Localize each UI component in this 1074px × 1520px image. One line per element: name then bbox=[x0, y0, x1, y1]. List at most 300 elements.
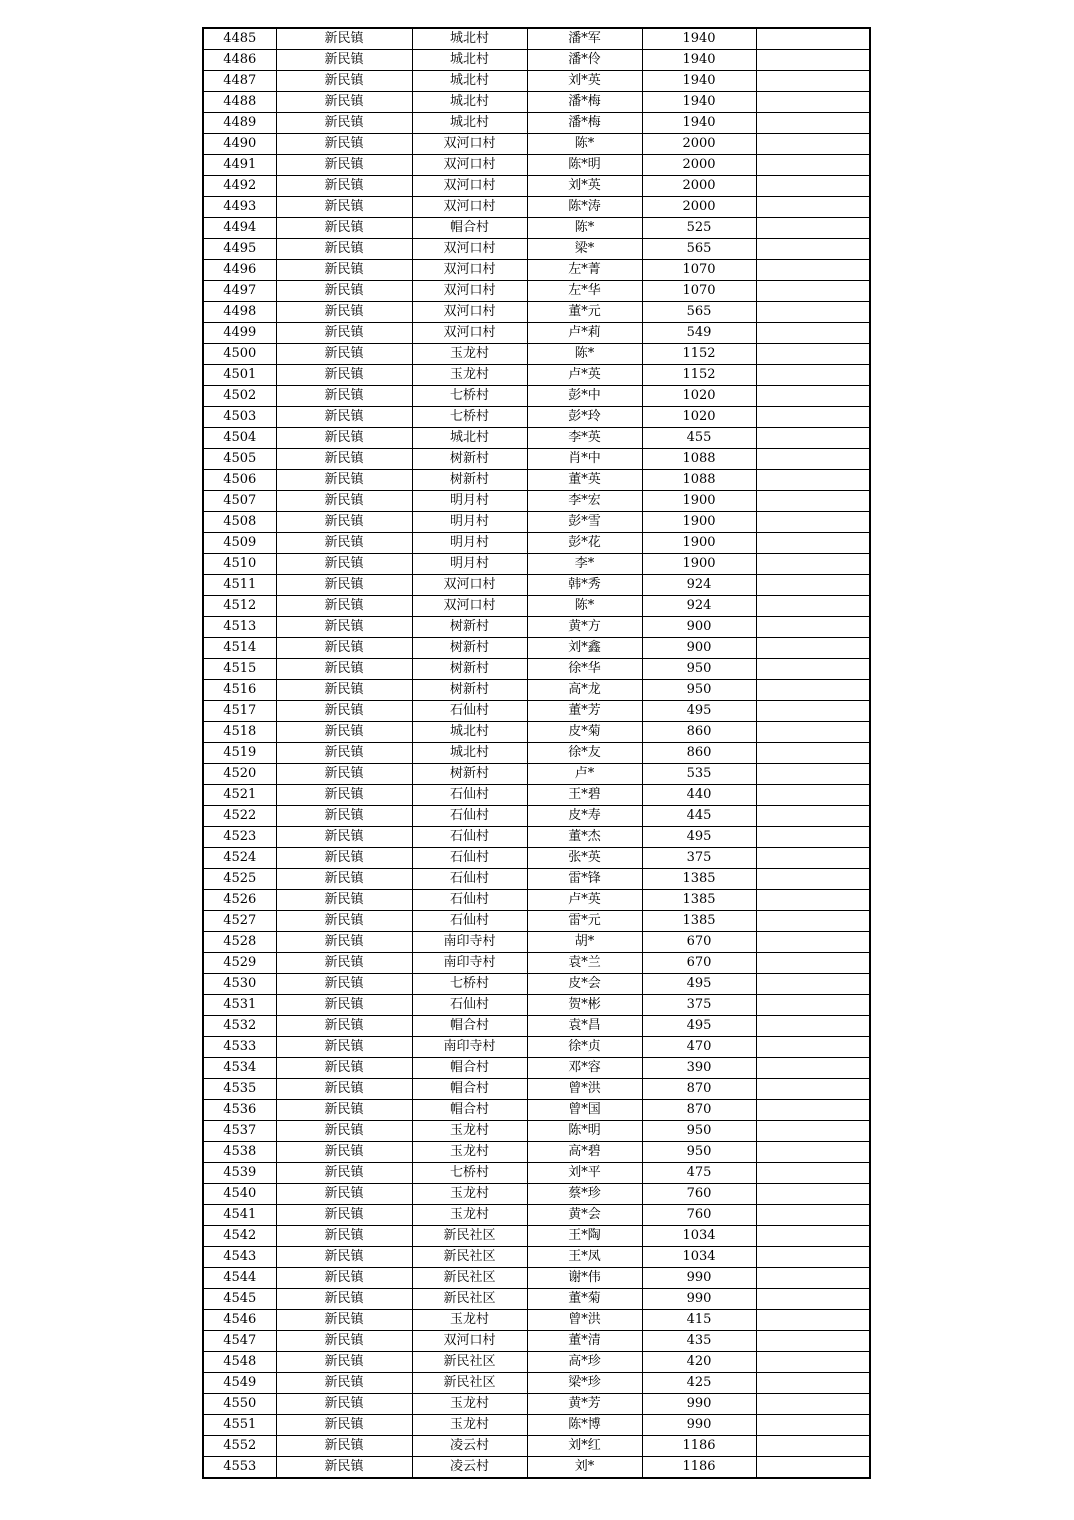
cell-town: 新民镇 bbox=[276, 1037, 412, 1058]
cell-name: 韩*秀 bbox=[527, 575, 642, 596]
table-row bbox=[203, 134, 870, 155]
cell-remark bbox=[756, 554, 870, 575]
cell-amount: 990 bbox=[642, 1415, 756, 1436]
cell-amount: 495 bbox=[642, 974, 756, 995]
cell-amount: 2000 bbox=[642, 155, 756, 176]
cell-seq: 4552 bbox=[203, 1436, 276, 1457]
cell-seq: 4504 bbox=[203, 428, 276, 449]
cell-village: 石仙村 bbox=[412, 911, 527, 932]
cell-amount: 670 bbox=[642, 953, 756, 974]
cell-name: 董*英 bbox=[527, 470, 642, 491]
cell-village: 石仙村 bbox=[412, 890, 527, 911]
cell-seq: 4541 bbox=[203, 1205, 276, 1226]
cell-town: 新民镇 bbox=[276, 1247, 412, 1268]
cell-amount: 1088 bbox=[642, 449, 756, 470]
table-row bbox=[203, 281, 870, 302]
cell-amount: 1900 bbox=[642, 533, 756, 554]
cell-name: 刘*英 bbox=[527, 71, 642, 92]
cell-amount: 565 bbox=[642, 239, 756, 260]
cell-name: 陈* bbox=[527, 344, 642, 365]
cell-seq: 4507 bbox=[203, 491, 276, 512]
cell-name: 彭*雪 bbox=[527, 512, 642, 533]
cell-remark bbox=[756, 617, 870, 638]
cell-seq: 4509 bbox=[203, 533, 276, 554]
cell-village: 帽合村 bbox=[412, 1079, 527, 1100]
cell-remark bbox=[756, 1184, 870, 1205]
table-row bbox=[203, 92, 870, 113]
cell-name: 李* bbox=[527, 554, 642, 575]
cell-name: 曾*国 bbox=[527, 1100, 642, 1121]
cell-amount: 1940 bbox=[642, 50, 756, 71]
cell-amount: 1186 bbox=[642, 1436, 756, 1457]
cell-seq: 4536 bbox=[203, 1100, 276, 1121]
cell-amount: 1385 bbox=[642, 869, 756, 890]
table-row bbox=[203, 701, 870, 722]
cell-remark bbox=[756, 239, 870, 260]
cell-name: 邓*容 bbox=[527, 1058, 642, 1079]
table-row bbox=[203, 302, 870, 323]
cell-name: 谢*伟 bbox=[527, 1268, 642, 1289]
cell-amount: 860 bbox=[642, 743, 756, 764]
cell-town: 新民镇 bbox=[276, 386, 412, 407]
cell-amount: 2000 bbox=[642, 197, 756, 218]
cell-seq: 4499 bbox=[203, 323, 276, 344]
cell-remark bbox=[756, 1142, 870, 1163]
cell-village: 树新村 bbox=[412, 470, 527, 491]
cell-amount: 950 bbox=[642, 1142, 756, 1163]
cell-seq: 4526 bbox=[203, 890, 276, 911]
cell-remark bbox=[756, 50, 870, 71]
cell-town: 新民镇 bbox=[276, 1163, 412, 1184]
cell-remark bbox=[756, 1079, 870, 1100]
table-row bbox=[203, 1142, 870, 1163]
table-row bbox=[203, 323, 870, 344]
cell-name: 刘*红 bbox=[527, 1436, 642, 1457]
table-row bbox=[203, 659, 870, 680]
cell-town: 新民镇 bbox=[276, 869, 412, 890]
cell-seq: 4494 bbox=[203, 218, 276, 239]
cell-seq: 4519 bbox=[203, 743, 276, 764]
cell-name: 雷*锋 bbox=[527, 869, 642, 890]
cell-seq: 4532 bbox=[203, 1016, 276, 1037]
cell-remark bbox=[756, 71, 870, 92]
cell-town: 新民镇 bbox=[276, 1184, 412, 1205]
cell-village: 七桥村 bbox=[412, 974, 527, 995]
cell-name: 彭*中 bbox=[527, 386, 642, 407]
cell-amount: 870 bbox=[642, 1079, 756, 1100]
table-row bbox=[203, 785, 870, 806]
cell-remark bbox=[756, 491, 870, 512]
cell-seq: 4522 bbox=[203, 806, 276, 827]
cell-remark bbox=[756, 1247, 870, 1268]
cell-seq: 4487 bbox=[203, 71, 276, 92]
table-row bbox=[203, 764, 870, 785]
cell-amount: 420 bbox=[642, 1352, 756, 1373]
cell-seq: 4511 bbox=[203, 575, 276, 596]
cell-amount: 860 bbox=[642, 722, 756, 743]
data-table bbox=[202, 27, 871, 1479]
cell-town: 新民镇 bbox=[276, 1394, 412, 1415]
cell-seq: 4538 bbox=[203, 1142, 276, 1163]
cell-village: 明月村 bbox=[412, 512, 527, 533]
cell-town: 新民镇 bbox=[276, 155, 412, 176]
cell-name: 左*华 bbox=[527, 281, 642, 302]
cell-seq: 4506 bbox=[203, 470, 276, 491]
cell-town: 新民镇 bbox=[276, 1100, 412, 1121]
cell-seq: 4533 bbox=[203, 1037, 276, 1058]
cell-name: 黄*方 bbox=[527, 617, 642, 638]
cell-name: 李*宏 bbox=[527, 491, 642, 512]
cell-seq: 4490 bbox=[203, 134, 276, 155]
cell-town: 新民镇 bbox=[276, 1310, 412, 1331]
cell-remark bbox=[756, 323, 870, 344]
cell-amount: 1940 bbox=[642, 92, 756, 113]
cell-remark bbox=[756, 28, 870, 50]
cell-village: 城北村 bbox=[412, 743, 527, 764]
table-row bbox=[203, 1331, 870, 1352]
cell-seq: 4534 bbox=[203, 1058, 276, 1079]
cell-town: 新民镇 bbox=[276, 344, 412, 365]
cell-name: 皮*寿 bbox=[527, 806, 642, 827]
cell-village: 双河口村 bbox=[412, 239, 527, 260]
cell-seq: 4508 bbox=[203, 512, 276, 533]
cell-seq: 4500 bbox=[203, 344, 276, 365]
table-row bbox=[203, 428, 870, 449]
table-row bbox=[203, 1100, 870, 1121]
cell-town: 新民镇 bbox=[276, 512, 412, 533]
cell-seq: 4489 bbox=[203, 113, 276, 134]
cell-amount: 549 bbox=[642, 323, 756, 344]
cell-amount: 1020 bbox=[642, 386, 756, 407]
cell-seq: 4503 bbox=[203, 407, 276, 428]
cell-name: 潘*梅 bbox=[527, 113, 642, 134]
cell-village: 凌云村 bbox=[412, 1436, 527, 1457]
table-row bbox=[203, 365, 870, 386]
cell-seq: 4549 bbox=[203, 1373, 276, 1394]
cell-village: 玉龙村 bbox=[412, 344, 527, 365]
cell-town: 新民镇 bbox=[276, 407, 412, 428]
cell-seq: 4528 bbox=[203, 932, 276, 953]
cell-town: 新民镇 bbox=[276, 1331, 412, 1352]
cell-town: 新民镇 bbox=[276, 596, 412, 617]
cell-village: 凌云村 bbox=[412, 1457, 527, 1479]
cell-amount: 525 bbox=[642, 218, 756, 239]
cell-remark bbox=[756, 827, 870, 848]
cell-seq: 4488 bbox=[203, 92, 276, 113]
table-row bbox=[203, 1415, 870, 1436]
cell-name: 高*龙 bbox=[527, 680, 642, 701]
cell-name: 曾*洪 bbox=[527, 1310, 642, 1331]
cell-village: 南印寺村 bbox=[412, 932, 527, 953]
cell-town: 新民镇 bbox=[276, 995, 412, 1016]
cell-name: 陈*明 bbox=[527, 155, 642, 176]
cell-town: 新民镇 bbox=[276, 806, 412, 827]
table-row bbox=[203, 1037, 870, 1058]
table-row bbox=[203, 722, 870, 743]
cell-village: 七桥村 bbox=[412, 386, 527, 407]
cell-remark bbox=[756, 1058, 870, 1079]
cell-remark bbox=[756, 113, 870, 134]
cell-amount: 760 bbox=[642, 1184, 756, 1205]
cell-town: 新民镇 bbox=[276, 50, 412, 71]
cell-town: 新民镇 bbox=[276, 92, 412, 113]
cell-remark bbox=[756, 470, 870, 491]
cell-name: 卢* bbox=[527, 764, 642, 785]
cell-town: 新民镇 bbox=[276, 848, 412, 869]
cell-village: 新民社区 bbox=[412, 1247, 527, 1268]
cell-name: 袁*昌 bbox=[527, 1016, 642, 1037]
cell-name: 贺*彬 bbox=[527, 995, 642, 1016]
cell-remark bbox=[756, 512, 870, 533]
cell-remark bbox=[756, 218, 870, 239]
cell-remark bbox=[756, 260, 870, 281]
cell-remark bbox=[756, 92, 870, 113]
cell-remark bbox=[756, 953, 870, 974]
cell-remark bbox=[756, 134, 870, 155]
cell-village: 双河口村 bbox=[412, 134, 527, 155]
cell-remark bbox=[756, 1205, 870, 1226]
cell-amount: 1152 bbox=[642, 344, 756, 365]
cell-remark bbox=[756, 1331, 870, 1352]
cell-seq: 4492 bbox=[203, 176, 276, 197]
cell-town: 新民镇 bbox=[276, 1016, 412, 1037]
table-row bbox=[203, 218, 870, 239]
table-row bbox=[203, 470, 870, 491]
cell-amount: 375 bbox=[642, 848, 756, 869]
cell-amount: 1940 bbox=[642, 28, 756, 50]
cell-seq: 4498 bbox=[203, 302, 276, 323]
table-row bbox=[203, 260, 870, 281]
cell-seq: 4544 bbox=[203, 1268, 276, 1289]
table-row bbox=[203, 932, 870, 953]
cell-amount: 1070 bbox=[642, 260, 756, 281]
cell-village: 树新村 bbox=[412, 449, 527, 470]
cell-remark bbox=[756, 1289, 870, 1310]
cell-town: 新民镇 bbox=[276, 575, 412, 596]
cell-remark bbox=[756, 890, 870, 911]
cell-seq: 4496 bbox=[203, 260, 276, 281]
cell-village: 城北村 bbox=[412, 113, 527, 134]
cell-remark bbox=[756, 365, 870, 386]
cell-seq: 4550 bbox=[203, 1394, 276, 1415]
cell-town: 新民镇 bbox=[276, 323, 412, 344]
cell-village: 玉龙村 bbox=[412, 1205, 527, 1226]
cell-town: 新民镇 bbox=[276, 491, 412, 512]
cell-village: 树新村 bbox=[412, 638, 527, 659]
table-row bbox=[203, 638, 870, 659]
cell-village: 七桥村 bbox=[412, 407, 527, 428]
cell-name: 陈* bbox=[527, 596, 642, 617]
cell-remark bbox=[756, 344, 870, 365]
table-row bbox=[203, 533, 870, 554]
cell-village: 城北村 bbox=[412, 71, 527, 92]
cell-seq: 4485 bbox=[203, 28, 276, 50]
table-row bbox=[203, 890, 870, 911]
table-row bbox=[203, 176, 870, 197]
table-row bbox=[203, 575, 870, 596]
cell-seq: 4518 bbox=[203, 722, 276, 743]
cell-town: 新民镇 bbox=[276, 1205, 412, 1226]
cell-remark bbox=[756, 911, 870, 932]
cell-amount: 2000 bbox=[642, 134, 756, 155]
cell-amount: 495 bbox=[642, 1016, 756, 1037]
cell-amount: 390 bbox=[642, 1058, 756, 1079]
cell-town: 新民镇 bbox=[276, 113, 412, 134]
table-row bbox=[203, 743, 870, 764]
cell-village: 明月村 bbox=[412, 533, 527, 554]
cell-remark bbox=[756, 428, 870, 449]
table-row bbox=[203, 554, 870, 575]
cell-amount: 870 bbox=[642, 1100, 756, 1121]
cell-seq: 4542 bbox=[203, 1226, 276, 1247]
cell-village: 玉龙村 bbox=[412, 1415, 527, 1436]
cell-amount: 950 bbox=[642, 1121, 756, 1142]
cell-remark bbox=[756, 701, 870, 722]
table-row bbox=[203, 155, 870, 176]
cell-amount: 495 bbox=[642, 701, 756, 722]
cell-remark bbox=[756, 785, 870, 806]
cell-seq: 4543 bbox=[203, 1247, 276, 1268]
table-row bbox=[203, 1163, 870, 1184]
cell-village: 帽合村 bbox=[412, 218, 527, 239]
cell-name: 陈*博 bbox=[527, 1415, 642, 1436]
cell-village: 双河口村 bbox=[412, 197, 527, 218]
cell-amount: 1940 bbox=[642, 113, 756, 134]
cell-remark bbox=[756, 1163, 870, 1184]
cell-seq: 4527 bbox=[203, 911, 276, 932]
cell-amount: 415 bbox=[642, 1310, 756, 1331]
cell-town: 新民镇 bbox=[276, 1079, 412, 1100]
cell-name: 董*芳 bbox=[527, 701, 642, 722]
cell-remark bbox=[756, 1226, 870, 1247]
cell-town: 新民镇 bbox=[276, 1268, 412, 1289]
cell-town: 新民镇 bbox=[276, 1436, 412, 1457]
cell-amount: 1900 bbox=[642, 491, 756, 512]
cell-village: 七桥村 bbox=[412, 1163, 527, 1184]
cell-name: 袁*兰 bbox=[527, 953, 642, 974]
cell-town: 新民镇 bbox=[276, 533, 412, 554]
cell-amount: 900 bbox=[642, 617, 756, 638]
cell-name: 陈* bbox=[527, 218, 642, 239]
cell-village: 石仙村 bbox=[412, 806, 527, 827]
cell-village: 新民社区 bbox=[412, 1352, 527, 1373]
cell-name: 刘*英 bbox=[527, 176, 642, 197]
cell-amount: 1900 bbox=[642, 512, 756, 533]
cell-village: 城北村 bbox=[412, 28, 527, 50]
cell-name: 陈* bbox=[527, 134, 642, 155]
cell-name: 董*清 bbox=[527, 1331, 642, 1352]
cell-village: 新民社区 bbox=[412, 1373, 527, 1394]
table-row bbox=[203, 911, 870, 932]
cell-village: 玉龙村 bbox=[412, 1184, 527, 1205]
table-row bbox=[203, 1058, 870, 1079]
table-row bbox=[203, 1016, 870, 1037]
cell-town: 新民镇 bbox=[276, 1121, 412, 1142]
cell-amount: 445 bbox=[642, 806, 756, 827]
cell-town: 新民镇 bbox=[276, 1058, 412, 1079]
cell-village: 石仙村 bbox=[412, 785, 527, 806]
cell-village: 双河口村 bbox=[412, 302, 527, 323]
cell-amount: 924 bbox=[642, 596, 756, 617]
cell-village: 明月村 bbox=[412, 491, 527, 512]
cell-village: 树新村 bbox=[412, 659, 527, 680]
cell-seq: 4530 bbox=[203, 974, 276, 995]
cell-village: 明月村 bbox=[412, 554, 527, 575]
table-row bbox=[203, 995, 870, 1016]
cell-name: 董*元 bbox=[527, 302, 642, 323]
cell-amount: 990 bbox=[642, 1289, 756, 1310]
cell-remark bbox=[756, 848, 870, 869]
cell-village: 石仙村 bbox=[412, 848, 527, 869]
cell-name: 李*英 bbox=[527, 428, 642, 449]
cell-village: 石仙村 bbox=[412, 995, 527, 1016]
cell-remark bbox=[756, 1016, 870, 1037]
table-row bbox=[203, 974, 870, 995]
table-row bbox=[203, 1268, 870, 1289]
cell-town: 新民镇 bbox=[276, 1142, 412, 1163]
cell-amount: 1186 bbox=[642, 1457, 756, 1479]
cell-seq: 4547 bbox=[203, 1331, 276, 1352]
cell-remark bbox=[756, 1373, 870, 1394]
cell-town: 新民镇 bbox=[276, 365, 412, 386]
table-row bbox=[203, 491, 870, 512]
table-row bbox=[203, 1436, 870, 1457]
cell-amount: 1940 bbox=[642, 71, 756, 92]
cell-amount: 375 bbox=[642, 995, 756, 1016]
cell-seq: 4523 bbox=[203, 827, 276, 848]
table-row bbox=[203, 50, 870, 71]
cell-remark bbox=[756, 638, 870, 659]
cell-seq: 4510 bbox=[203, 554, 276, 575]
cell-name: 皮*菊 bbox=[527, 722, 642, 743]
cell-remark bbox=[756, 1310, 870, 1331]
table-row bbox=[203, 953, 870, 974]
cell-town: 新民镇 bbox=[276, 1289, 412, 1310]
cell-seq: 4514 bbox=[203, 638, 276, 659]
cell-seq: 4537 bbox=[203, 1121, 276, 1142]
table-row bbox=[203, 386, 870, 407]
cell-village: 城北村 bbox=[412, 50, 527, 71]
cell-amount: 475 bbox=[642, 1163, 756, 1184]
table-body bbox=[203, 28, 870, 1478]
cell-town: 新民镇 bbox=[276, 197, 412, 218]
table-row bbox=[203, 617, 870, 638]
cell-name: 肖*中 bbox=[527, 449, 642, 470]
cell-village: 新民社区 bbox=[412, 1268, 527, 1289]
table-row bbox=[203, 1205, 870, 1226]
cell-name: 张*英 bbox=[527, 848, 642, 869]
table-row bbox=[203, 1394, 870, 1415]
cell-remark bbox=[756, 281, 870, 302]
cell-seq: 4529 bbox=[203, 953, 276, 974]
cell-village: 双河口村 bbox=[412, 575, 527, 596]
cell-name: 徐*贞 bbox=[527, 1037, 642, 1058]
cell-seq: 4520 bbox=[203, 764, 276, 785]
cell-amount: 435 bbox=[642, 1331, 756, 1352]
cell-seq: 4486 bbox=[203, 50, 276, 71]
cell-amount: 455 bbox=[642, 428, 756, 449]
cell-remark bbox=[756, 407, 870, 428]
cell-village: 城北村 bbox=[412, 428, 527, 449]
cell-village: 双河口村 bbox=[412, 176, 527, 197]
cell-name: 左*菁 bbox=[527, 260, 642, 281]
cell-amount: 535 bbox=[642, 764, 756, 785]
cell-town: 新民镇 bbox=[276, 134, 412, 155]
table-row bbox=[203, 680, 870, 701]
cell-village: 玉龙村 bbox=[412, 1121, 527, 1142]
cell-village: 石仙村 bbox=[412, 701, 527, 722]
cell-town: 新民镇 bbox=[276, 974, 412, 995]
